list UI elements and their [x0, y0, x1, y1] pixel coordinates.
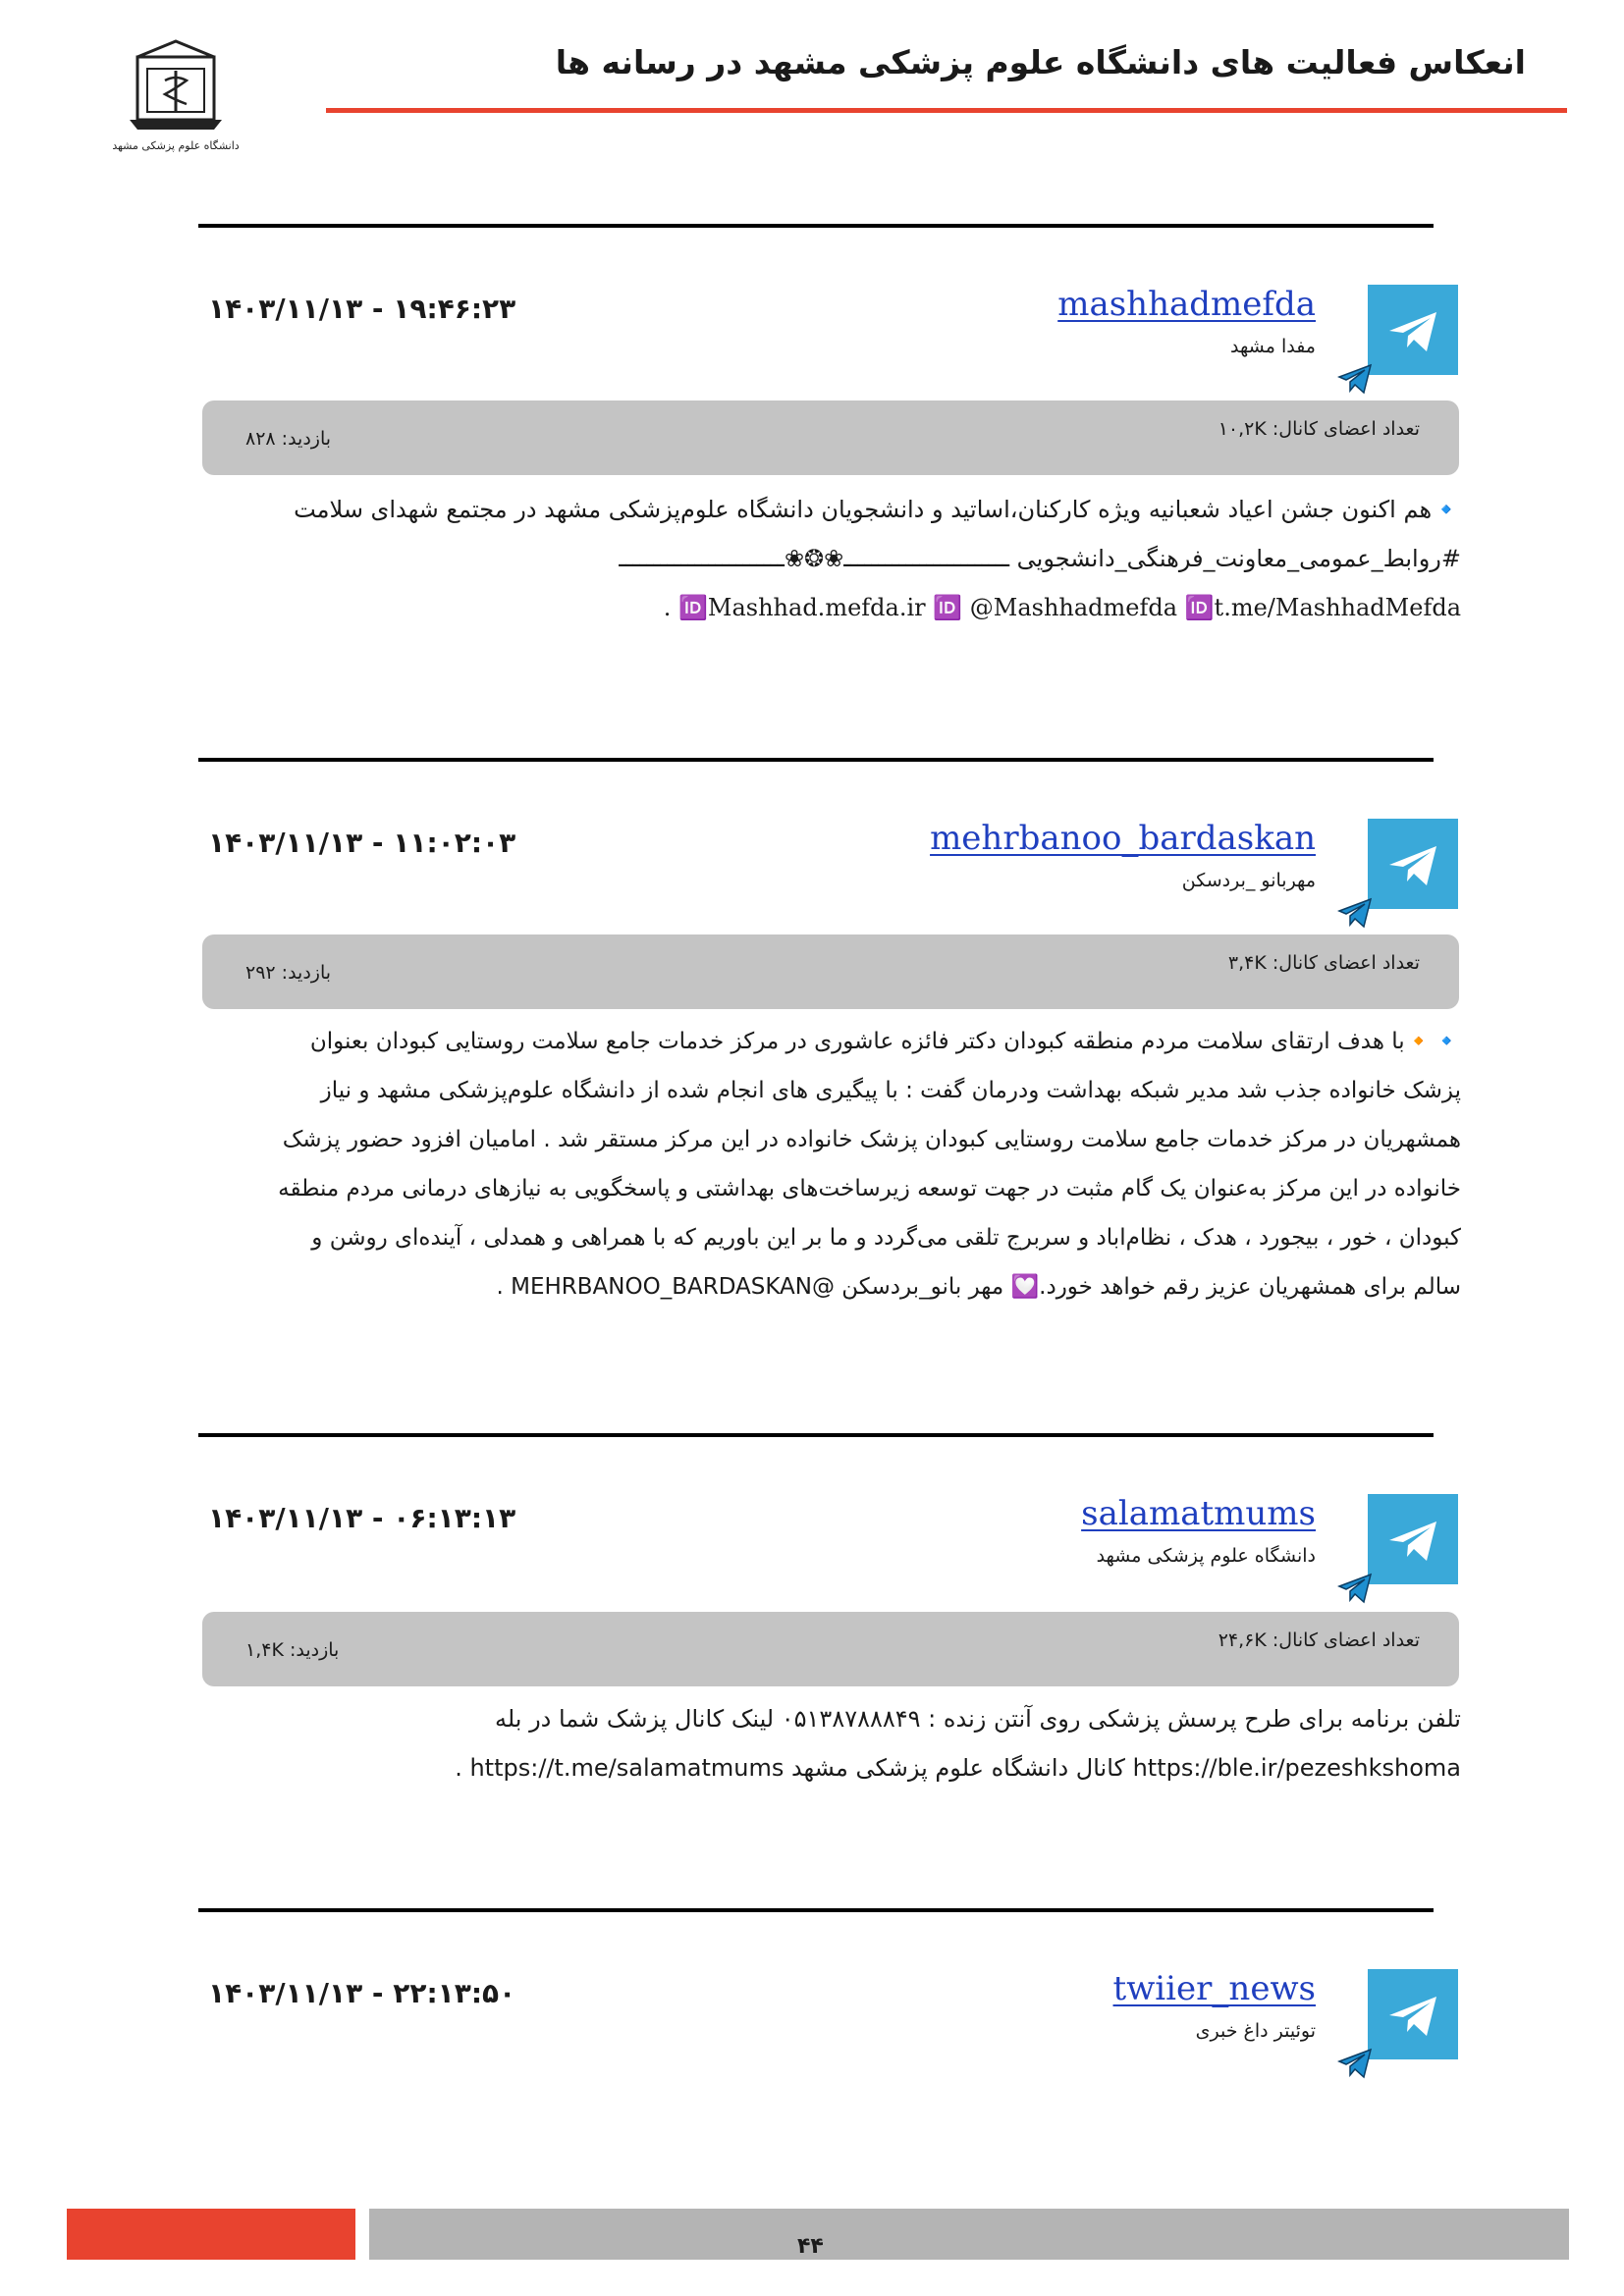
channel-title: مفدا مشهد [1230, 336, 1316, 357]
post-line: 🆔Mashhad.mefda.ir 🆔 @Mashhadmefda 🆔t.me/MashhadMefda . [663, 594, 1461, 621]
post-divider [198, 224, 1434, 228]
post-divider [198, 1433, 1434, 1437]
telegram-small-icon [1337, 363, 1373, 395]
telegram-icon [1368, 1969, 1458, 2059]
stats-bar [202, 400, 1459, 475]
telegram-icon [1368, 1494, 1458, 1584]
view-count: بازدید: ۱,۴K [245, 1639, 340, 1661]
svg-text:دانشگاه علوم پزشکی مشهد: دانشگاه علوم پزشکی مشهد [112, 139, 240, 152]
channel-link[interactable]: twiier_news [1112, 1969, 1316, 2008]
post-divider [198, 1908, 1434, 1912]
post-line: 🔹هم اکنون جشن اعیاد شعبانیه ویژه کارکنان،اساتید و دانشجویان دانشگاه علوم‌پزشکی مشهد در مجتمع شهدای سلامت [294, 496, 1461, 523]
footer-bar [369, 2209, 1569, 2260]
telegram-small-icon [1337, 1573, 1373, 1604]
post-line: پزشک خانواده جذب شد مدیر شبکه بهداشت ودرمان گفت : با پیگیری های انجام شده از دانشگاه علوم‌پزشکی مشهد و نیاز [320, 1078, 1461, 1103]
university-logo [108, 35, 245, 163]
member-count: تعداد اعضای کانال: ۲۴,۶K [1218, 1629, 1420, 1651]
header-divider [326, 108, 1567, 113]
post-datetime: ۱۴۰۳/۱۱/۱۳ - ۱۱:۰۲:۰۳ [208, 827, 516, 859]
post-line: تلفن برنامه برای طرح پرسش پزشکی روی آنتن زنده : ۰۵۱۳۸۷۸۸۸۴۹ لینک کانال پزشک شما در بله [494, 1705, 1461, 1733]
post-divider [198, 758, 1434, 762]
post-line: 🔹🔸با هدف ارتقای سلامت مردم منطقه کبودان دکتر فائزه عاشوری در مرکز خدمات جامع سلامت روستایی کبودان بعنوان [309, 1029, 1461, 1054]
post-datetime: ۱۴۰۳/۱۱/۱۳ - ۱۹:۴۶:۲۳ [208, 293, 516, 325]
page-number: ۴۴ [797, 2234, 824, 2259]
channel-link[interactable]: salamatmums [1081, 1494, 1316, 1533]
telegram-icon [1368, 819, 1458, 909]
member-count: تعداد اعضای کانال: ۱۰,۲K [1218, 418, 1420, 440]
channel-title: توئیتر داغ خبری [1195, 2020, 1316, 2042]
post-line: همشهریان در مرکز خدمات جامع سلامت روستایی کبودان پزشک خانواده در این مرکز مستقر شد . امامیان افزود حضور پزشک [282, 1127, 1461, 1152]
post-datetime: ۱۴۰۳/۱۱/۱۳ - ۲۲:۱۳:۵۰ [208, 1977, 516, 2009]
page-title: انعکاس فعالیت های دانشگاه علوم پزشکی مشهد در رسانه ها [555, 43, 1526, 81]
view-count: بازدید: ۸۲۸ [245, 428, 332, 450]
post-line: سالم برای همشهریان عزیز رقم خواهد خورد.💟 مهر بانو_بردسکن @MEHRBANOO_BARDASKAN . [496, 1274, 1461, 1300]
channel-link[interactable]: mehrbanoo_bardaskan [930, 819, 1316, 858]
channel-link[interactable]: mashhadmefda [1057, 285, 1316, 324]
post-line: خانواده در این مرکز به‌عنوان یک گام مثبت در جهت توسعه زیرساخت‌های بهداشتی و پاسخگویی به نیازهای درمانی مردم منطقه [278, 1176, 1461, 1201]
channel-title: دانشگاه علوم پزشکی مشهد [1096, 1545, 1316, 1567]
post-line: https://ble.ir/pezeshkshoma کانال دانشگاه علوم پزشکی مشهد https://t.me/salamatmums . [455, 1754, 1461, 1782]
view-count: بازدید: ۲۹۲ [245, 962, 332, 984]
post-body [202, 485, 1461, 632]
stats-bar [202, 1612, 1459, 1686]
footer-accent-bar [67, 2209, 355, 2260]
post-body [202, 1694, 1461, 1792]
post-datetime: ۱۴۰۳/۱۱/۱۳ - ۰۶:۱۳:۱۳ [208, 1502, 516, 1534]
member-count: تعداد اعضای کانال: ۳,۴K [1227, 952, 1420, 974]
telegram-small-icon [1337, 897, 1373, 929]
channel-title: مهربانو _بردسکن [1181, 870, 1316, 891]
telegram-icon [1368, 285, 1458, 375]
post-line: #روابط_عمومی_معاونت_فرهنگی_دانشجویی ‎‎‏‎‏ــــــــــــــــــــــــ❀❂❀ــــــــــــــــــــــــ [619, 545, 1461, 572]
post-line: کبودان ، خور ، بیجورد ، هدک ، نظام‌اباد و سربرج تلقی می‌گردد و ما بر این باوریم که با همراهی و همدلی ، آینده‌ای روشن و [311, 1225, 1461, 1251]
telegram-small-icon [1337, 2048, 1373, 2079]
post-body [202, 1017, 1461, 1311]
stats-bar [202, 934, 1459, 1009]
